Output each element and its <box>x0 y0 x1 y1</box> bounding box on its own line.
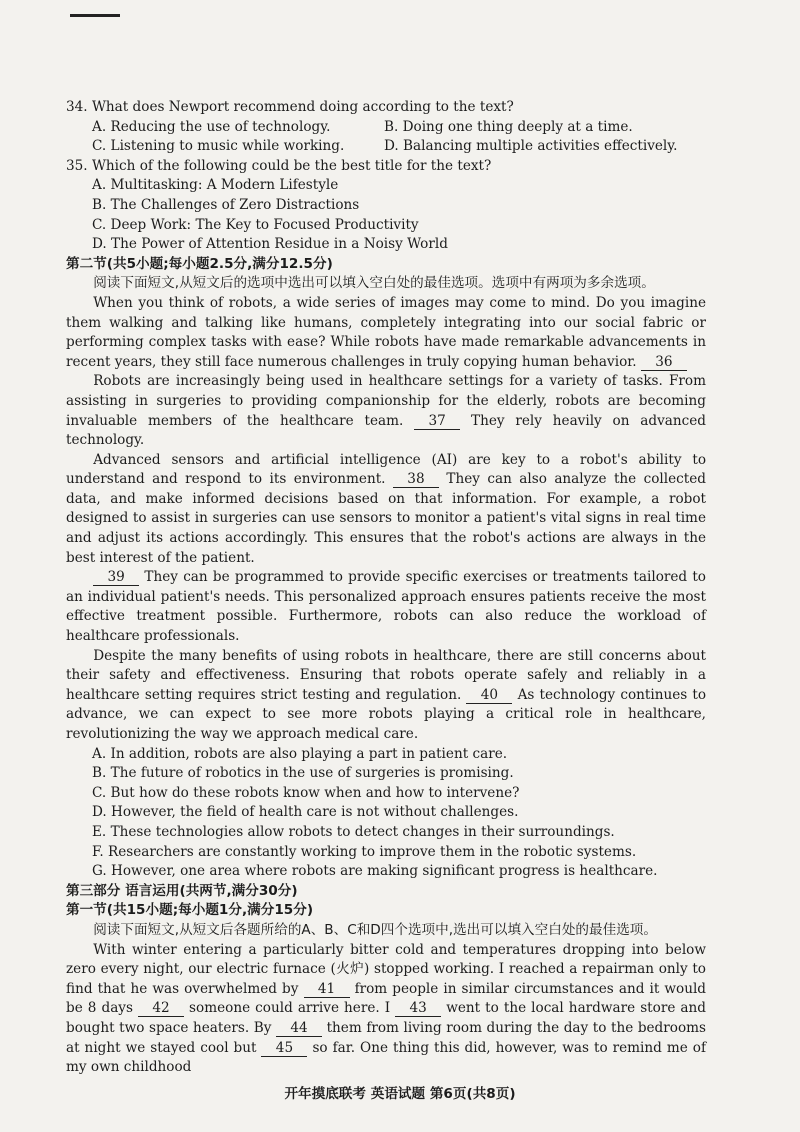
q35-option-d: D. The Power of Attention Residue in a Noisy World <box>92 236 448 253</box>
question-34-options-row-1 <box>92 118 706 138</box>
paragraph-text: As technology continues to advance, we can expect to see more robots playing a critical role in healthcare, revolutionizing the way we approach medical care. <box>66 686 707 742</box>
passage-paragraph-1 <box>66 294 706 372</box>
paragraph-text: from people in similar circumstances and it would be 8 days <box>66 980 706 1017</box>
part-3-instruction: 阅读下面短文,从短文后各题所给的A、B、C和D四个选项中,选出可以填入空白处的最佳选项。 <box>93 921 657 938</box>
blank-40: 40 <box>466 687 512 704</box>
cloze-passage <box>66 941 706 1078</box>
paragraph-text: someone could arrive here. I <box>189 1000 391 1017</box>
blank-37: 37 <box>414 413 460 430</box>
section-2-option-g: G. However, one area where robots are making significant progress is healthcare. <box>92 863 658 880</box>
section-2-instruction: 阅读下面短文,从短文后的选项中选出可以填入空白处的最佳选项。选项中有两项为多余选项。 <box>93 275 655 292</box>
section-2-option-e: E. These technologies allow robots to detect changes in their surroundings. <box>92 823 615 840</box>
passage-paragraph-3 <box>66 451 706 569</box>
paragraph-text: When you think of robots, a wide series of images may come to mind. Do you imagine them walking and talking like humans, completely integrating into our social fabric or performing complex tasks with ease? While robots have made remarkable advancements in recent years, they still face numerous challenges in truly copying human behavior. <box>66 294 706 370</box>
paragraph-text: With winter entering a particularly bitter cold and temperatures dropping into below zero every night, our electric furnace (火炉) stopped working. I reached a repairman only to find that he was overwhelmed by <box>66 941 706 997</box>
passage-paragraph-2 <box>66 372 706 450</box>
blank-44: 44 <box>276 1020 322 1037</box>
paragraph-text: They rely heavily on advanced technology. <box>66 412 707 449</box>
page-footer: 开年摸底联考 英语试题 第6页(共8页) <box>284 1086 516 1102</box>
passage-paragraph-4 <box>66 568 706 646</box>
blank-43: 43 <box>395 1000 441 1017</box>
section-2-option-a: A. In addition, robots are also playing a part in patient care. <box>92 745 508 762</box>
q34-option-a: A. Reducing the use of technology. <box>92 118 331 135</box>
q35-option-b: B. The Challenges of Zero Distractions <box>92 196 360 213</box>
question-34-stem: 34. What does Newport recommend doing according to the text? <box>66 99 514 115</box>
exam-page <box>66 98 706 1078</box>
section-2-option-f: F. Researchers are constantly working to improve them in the robotic systems. <box>92 843 637 860</box>
section-2-option-c: C. But how do these robots know when and how to intervene? <box>92 784 520 801</box>
q35-option-c: C. Deep Work: The Key to Focused Productivity <box>92 216 419 233</box>
blank-45: 45 <box>261 1040 307 1057</box>
q34-option-d: D. Balancing multiple activities effectively. <box>384 138 678 155</box>
blank-38: 38 <box>393 471 439 488</box>
question-35-stem: 35. Which of the following could be the best title for the text? <box>66 157 492 174</box>
paragraph-text: Robots are increasingly being used in healthcare settings for a variety of tasks. From assisting in surgeries to providing companionship for the elderly, robots are becoming invaluable members of the healthcare team. <box>66 373 706 429</box>
paragraph-text: them from living room during the day to the bedrooms at night we stayed cool but <box>66 1019 706 1056</box>
part-3-subheading: 第一节(共15小题;每小题1分,满分15分) <box>66 902 314 919</box>
section-2-option-b: B. The future of robotics in the use of surgeries is promising. <box>92 765 514 782</box>
q34-option-b: B. Doing one thing deeply at a time. <box>384 118 633 135</box>
question-34-options-row-2 <box>92 137 706 157</box>
section-2-heading: 第二节(共5小题;每小题2.5分,满分12.5分) <box>66 255 333 272</box>
paragraph-text: They can be programmed to provide specific exercises or treatments tailored to an individual patient's needs. This personalized approach ensures patients receive the most effective treatment possible. Furthermore, robots can also reduce the workload of healthcare professionals. <box>66 569 706 645</box>
part-3-heading: 第三部分 语言运用(共两节,满分30分) <box>66 882 298 899</box>
paragraph-text: They can also analyze the collected data, and make informed decisions based on that information. For example, a robot designed to assist in surgeries can use sensors to monitor a patient's vital signs in real time and adjust its actions accordingly. This ensures that the robot's actions are always in the best interest of the patient. <box>66 471 706 566</box>
paragraph-text: Advanced sensors and artificial intelligence (AI) are key to a robot's ability to understand and respond to its environment. <box>66 451 706 488</box>
blank-42: 42 <box>138 1000 184 1017</box>
blank-36: 36 <box>641 354 687 371</box>
q35-option-a: A. Multitasking: A Modern Lifestyle <box>92 177 339 194</box>
blank-39: 39 <box>93 569 139 586</box>
passage-paragraph-5 <box>66 647 706 745</box>
paragraph-text: so far. One thing this did, however, was to remind me of my own childhood <box>66 1039 706 1076</box>
paragraph-text: went to the local hardware store and bought two space heaters. By <box>66 1000 706 1036</box>
section-2-option-d: D. However, the field of health care is not without challenges. <box>92 804 519 821</box>
blank-41: 41 <box>304 981 350 998</box>
q34-option-c: C. Listening to music while working. <box>92 138 345 155</box>
top-rule <box>70 14 120 17</box>
paragraph-text: Despite the many benefits of using robots in healthcare, there are still concerns about their safety and effectiveness. Ensuring that robots operate safely and reliably in a healthcare setting requires strict testing and regulation. <box>66 647 706 703</box>
